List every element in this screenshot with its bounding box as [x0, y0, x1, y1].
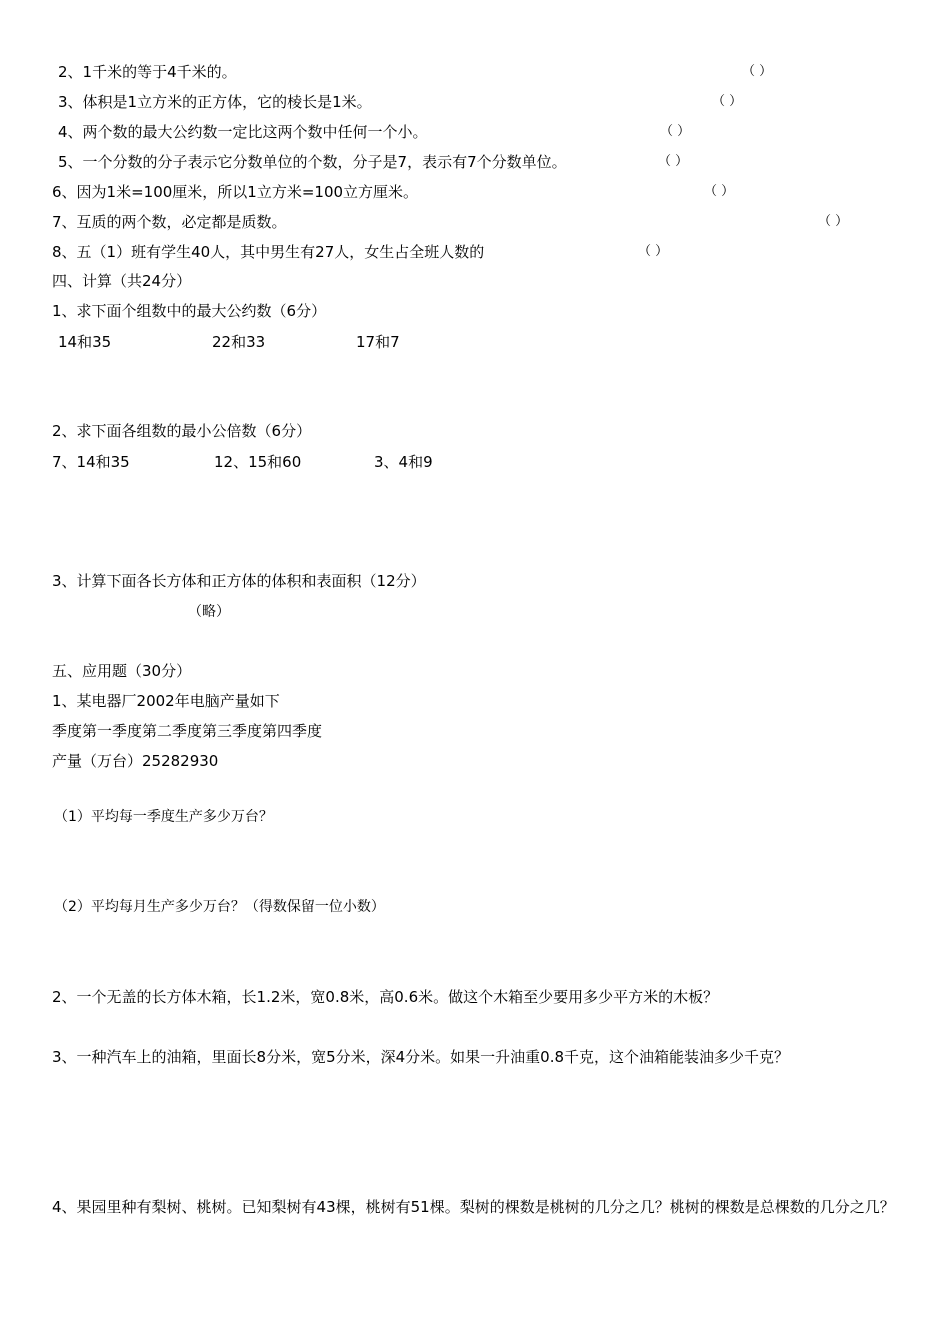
- lcm-group-3: 3、4和9: [374, 453, 433, 471]
- answer-paren-5[interactable]: （ ）: [658, 154, 689, 169]
- judge-item-4: 4、两个数的最大公约数一定比这两个数中任何一个小。: [58, 123, 428, 141]
- apply-q1-sub1: （1）平均每一季度生产多少万台？: [54, 809, 273, 825]
- lcm-group-2: 12、15和60: [214, 453, 302, 471]
- judge-item-6: 6、因为1米=100厘米，所以1立方米=100立方厘米。: [52, 183, 419, 201]
- judge-item-2: 2、1千米的等于4千米的。: [58, 63, 237, 81]
- gcd-pair-2: 22和33: [212, 333, 266, 351]
- calc-q3-title: 3、计算下面各长方体和正方体的体积和表面积（12分）: [52, 572, 426, 590]
- apply-q1-sub2: （2）平均每月生产多少万台？（得数保留一位小数）: [54, 899, 385, 915]
- apply-q2: 2、一个无盖的长方体木箱，长1.2米，宽0.8米，高0.6米。做这个木箱至少要用多少平方米的木板？: [52, 988, 719, 1006]
- calc-q1-title: 1、求下面个组数中的最大公约数（6分）: [52, 302, 327, 320]
- production-table-row-output: 产量（万台）25282930: [52, 752, 219, 770]
- gcd-pair-1: 14和35: [58, 333, 112, 351]
- section-5-heading: 五、应用题（30分）: [52, 662, 192, 680]
- judge-item-3: 3、体积是1立方米的正方体，它的棱长是1米。: [58, 93, 372, 111]
- answer-paren-8[interactable]: （ ）: [638, 244, 669, 259]
- answer-paren-2[interactable]: （ ）: [742, 64, 773, 79]
- calc-q2-title: 2、求下面各组数的最小公倍数（6分）: [52, 422, 312, 440]
- apply-q3: 3、一种汽车上的油箱，里面长8分米，宽5分米，深4分米。如果一升油重0.8千克，这个油箱能装油多少千克？: [52, 1048, 790, 1066]
- section-4-heading: 四、计算（共24分）: [52, 272, 192, 290]
- answer-paren-6[interactable]: （ ）: [704, 184, 735, 199]
- judge-item-8: 8、五（1）班有学生40人，其中男生有27人，女生占全班人数的: [52, 243, 485, 261]
- apply-q1-title: 1、某电器厂2002年电脑产量如下: [52, 692, 280, 710]
- production-table-row-quarters: 季度第一季度第二季度第三季度第四季度: [52, 722, 323, 740]
- answer-paren-4[interactable]: （ ）: [660, 124, 691, 139]
- gcd-pair-3: 17和7: [356, 333, 400, 351]
- apply-q4: 4、果园里种有梨树、桃树。已知梨树有43棵，桃树有51棵。梨树的棵数是桃树的几分之几？桃树的棵数是总棵数的几分之几？: [52, 1198, 895, 1216]
- answer-paren-3[interactable]: （ ）: [712, 94, 743, 109]
- calc-q3-note: （略）: [188, 604, 230, 620]
- answer-paren-7[interactable]: （ ）: [818, 214, 849, 229]
- judge-item-5: 5、一个分数的分子表示它分数单位的个数，分子是7，表示有7个分数单位。: [58, 153, 567, 171]
- judge-item-7: 7、互质的两个数，必定都是质数。: [52, 213, 287, 231]
- lcm-group-1: 7、14和35: [52, 453, 130, 471]
